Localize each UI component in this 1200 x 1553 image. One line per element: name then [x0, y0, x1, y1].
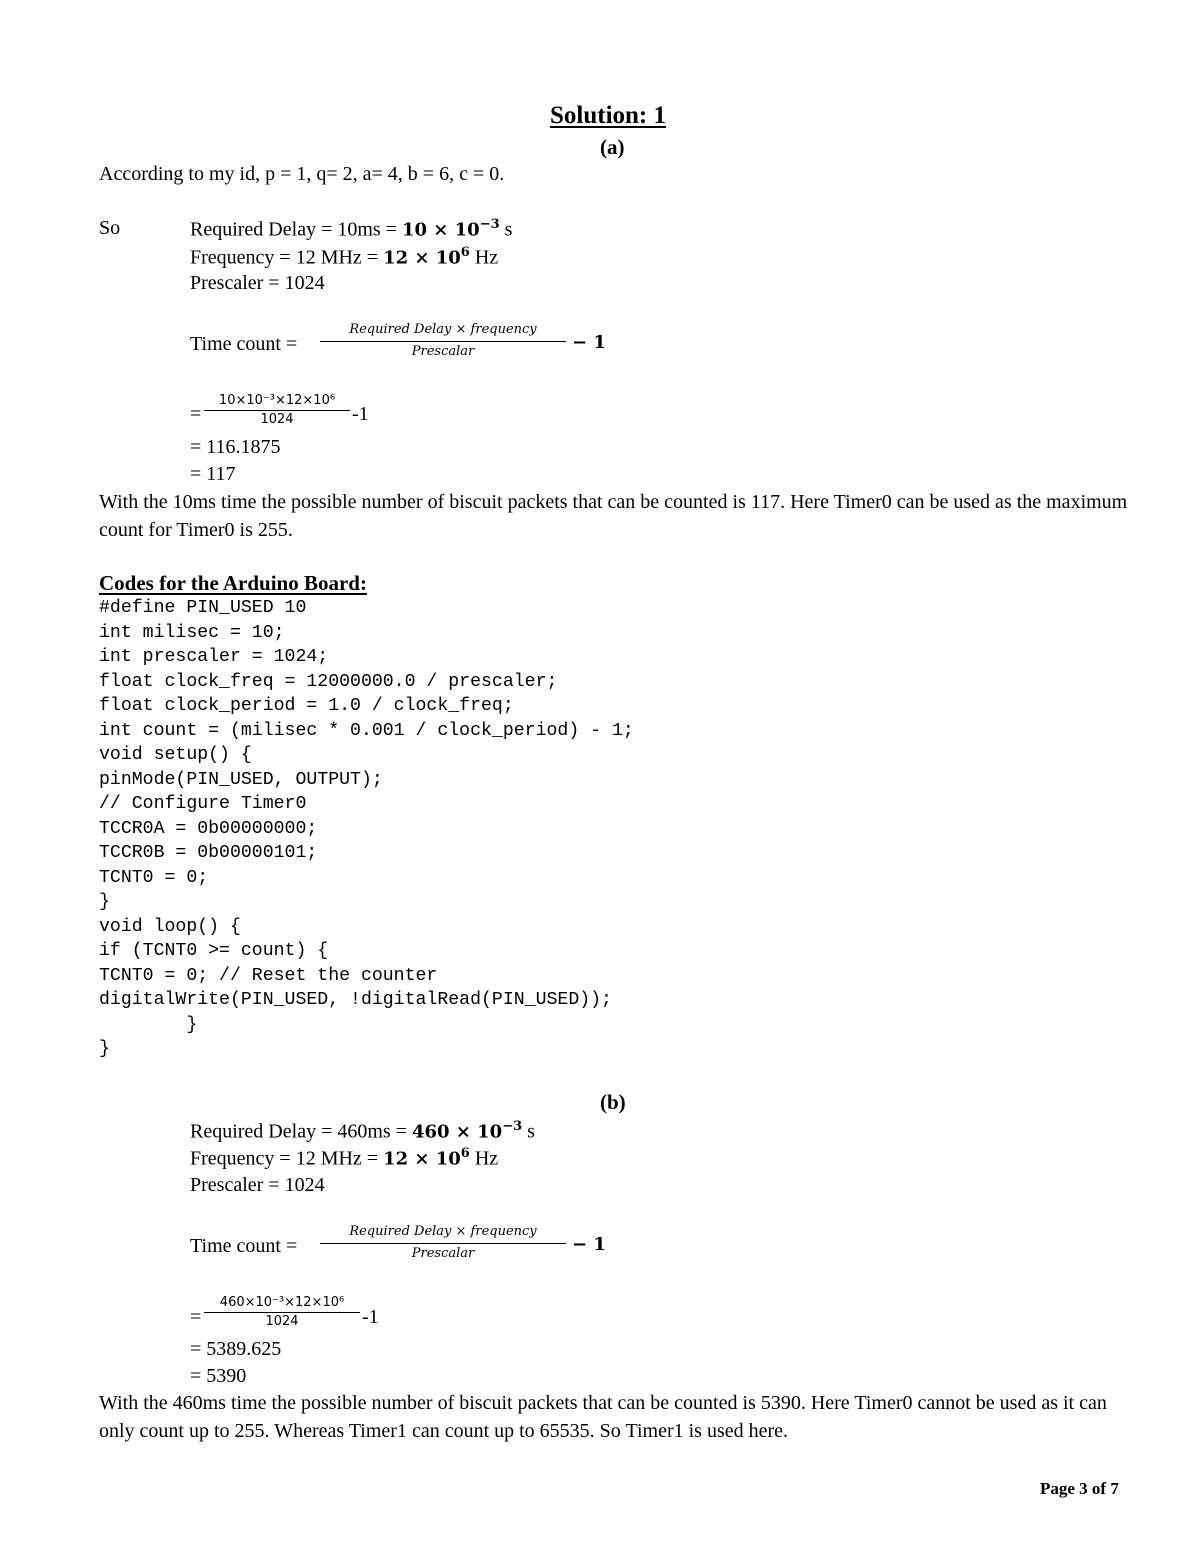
freq-label: Frequency = 12 MHz = [190, 1147, 384, 1170]
page-title: Solution: 1 [550, 102, 667, 129]
calc-fraction-b [204, 1295, 360, 1329]
part-a-label: (a) [600, 135, 625, 159]
calc-denominator: 1024 [265, 1314, 299, 1329]
fraction-denominator: Prescalar [411, 344, 475, 359]
result1-b: = 5389.625 [190, 1338, 282, 1360]
frequency-line-b [190, 1147, 498, 1169]
conclusion-b: With the 460ms time the possible number of biscuit packets that can be counted is 5390. Here Timer0 cannot be used as it can only count up to 255. Whereas Timer1 can count up to 65535. So Timer1 is used here. [99, 1392, 1107, 1442]
minus-one-a: − 1 [572, 332, 606, 353]
prescaler-line-a: Prescaler = 1024 [190, 272, 325, 294]
freq-math: 12 × 10 [383, 1148, 461, 1170]
required-delay-line-a [190, 218, 512, 240]
calc-numerator: 10×10⁻³×12×10⁶ [218, 393, 336, 408]
fraction-numerator: Required Delay × frequency [349, 1224, 537, 1239]
fraction-denominator: Prescalar [411, 1246, 475, 1261]
freq-exp: 6 [460, 1146, 470, 1161]
delay-math: 460 × 10 [411, 1121, 503, 1143]
so-label: So [99, 217, 121, 239]
frequency-line-a [190, 246, 498, 268]
delay-unit: s [522, 1120, 535, 1143]
timecount-label-b: Time count = [190, 1235, 298, 1257]
minus-one-b: − 1 [572, 1234, 606, 1255]
codes-heading: Codes for the Arduino Board: [99, 571, 367, 595]
freq-unit: Hz [469, 246, 499, 269]
timecount-label-a: Time count = [190, 333, 298, 355]
calc-numerator: 460×10⁻³×12×10⁶ [219, 1295, 345, 1310]
result1-a: = 116.1875 [190, 436, 281, 458]
part-b-label: (b) [600, 1090, 626, 1114]
freq-label: Frequency = 12 MHz = [190, 246, 384, 269]
fraction-numerator: Required Delay × frequency [349, 322, 537, 337]
result2-a: = 117 [190, 463, 236, 485]
calc-minus-b: -1 [362, 1306, 379, 1328]
calc-eq-b: = [190, 1306, 202, 1328]
delay-exp: −3 [479, 217, 500, 232]
fraction-bar [320, 1243, 566, 1244]
delay-label: Required Delay = 460ms = [190, 1120, 412, 1143]
calc-fraction-bar [204, 410, 350, 411]
conclusion-a: With the 10ms time the possible number of biscuit packets that can be counted is 117. Here Timer0 can be used as the maximum count for Timer0 is 255. [99, 491, 1128, 541]
freq-math: 12 × 10 [383, 247, 461, 269]
arduino-code-block: #define PIN_USED 10 int milisec = 10; int prescaler = 1024; float clock_freq = 12000000.0 / prescaler; float clock_period = 1.0 / clock_freq; int count = (milisec * 0.001 / clock_period) - 1; void setup() { pinMode(PIN_USED, OUTPUT); // Configure Timer0 TCCR0A = 0b00000000; TCCR0B = 0b00000101; TCNT0 = 0; } void loop() { if (TCNT0 >= count) { TCNT0 = 0; // Reset the counter digitalWrite(PIN_USED, !digitalRead(PIN_USED)); } } [99, 598, 634, 1059]
result2-b: = 5390 [190, 1365, 247, 1387]
delay-exp: −3 [502, 1119, 523, 1134]
required-delay-line-b [190, 1120, 535, 1142]
calc-fraction-bar [204, 1312, 360, 1313]
calc-eq-a: = [190, 403, 202, 425]
page-number: Page 3 of 7 [1040, 1479, 1119, 1498]
calc-fraction-a [204, 393, 350, 427]
delay-unit: s [499, 218, 513, 241]
timecount-fraction-b [320, 1224, 566, 1262]
delay-math: 10 × 10 [401, 219, 480, 241]
calc-minus-a: -1 [352, 403, 369, 425]
id-line: According to my id, p = 1, q= 2, a= 4, b = 6, c = 0. [99, 163, 505, 185]
timecount-fraction-a [320, 322, 566, 360]
fraction-bar [320, 341, 566, 342]
prescaler-line-b: Prescaler = 1024 [190, 1174, 325, 1196]
delay-label: Required Delay = 10ms = [190, 218, 402, 241]
freq-exp: 6 [460, 245, 470, 260]
freq-unit: Hz [469, 1147, 499, 1170]
calc-denominator: 1024 [260, 412, 294, 427]
